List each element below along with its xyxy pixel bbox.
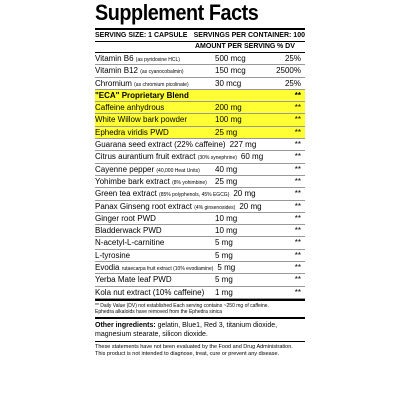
ingredient-row — [95, 90, 305, 102]
panel-title: Supplement Facts — [95, 0, 259, 25]
disclaimer-line-1: These statements have not been evaluated by the Food and Drug Administration. — [95, 343, 293, 350]
ingredient-label: Vitamin B6 — [95, 54, 134, 63]
ingredient-label: Cayenne pepper — [95, 164, 155, 174]
dv-header: % DV — [277, 43, 295, 50]
ingredient-amount: 5 mg — [215, 238, 233, 248]
ingredient-label: Ephedra viridis PWD — [95, 127, 169, 137]
ingredient-row — [95, 127, 305, 139]
serving-info — [95, 30, 305, 41]
ingredient-dv: ** — [294, 127, 301, 137]
ingredient-note: (8% yohimbine) — [172, 179, 207, 186]
ingredient-dv: ** — [294, 226, 301, 236]
ingredient-note: (85% polyphenols, 45% EGCG) — [159, 192, 230, 199]
ingredient-amount: 10 mg — [215, 226, 238, 236]
ingredient-note: rutaecarpa fruit extract (10% evodiamine) — [121, 266, 214, 273]
ingredient-name — [95, 250, 211, 261]
ingredient-row — [95, 287, 305, 299]
ingredient-name — [95, 78, 211, 89]
ingredient-label: Bladderwack PWD — [95, 226, 162, 236]
ingredient-dv: ** — [294, 189, 301, 199]
ingredient-dv: ** — [294, 275, 301, 285]
ingredient-dv: 2500% — [276, 66, 301, 76]
ingredient-row — [95, 151, 305, 163]
ingredient-name — [95, 90, 211, 101]
ingredient-row — [95, 102, 305, 114]
ingredient-amount: 25 mg — [215, 176, 238, 186]
ingredient-amount: 10 mg — [215, 213, 238, 223]
ingredient-name — [95, 201, 235, 212]
ingredient-row — [95, 237, 305, 249]
ingredient-row — [95, 188, 305, 200]
other-ingredients — [95, 317, 305, 339]
ingredient-dv: ** — [294, 90, 301, 100]
servings-per-container: SERVINGS PER CONTAINER: 100 — [193, 32, 305, 39]
ingredient-row — [95, 213, 305, 225]
ingredient-label: Yerba Mate leaf PWD — [95, 275, 172, 285]
ingredient-row — [95, 139, 305, 151]
supplement-facts-panel — [95, 0, 305, 400]
ingredient-name — [95, 164, 211, 175]
ingredient-row — [95, 53, 305, 65]
ingredient-label: Ginger root PWD — [95, 213, 156, 223]
ingredient-label: Citrus aurantium fruit extract — [95, 152, 196, 162]
ingredient-name — [95, 65, 211, 76]
ingredient-note: (as chromium picolinate) — [134, 81, 189, 88]
ingredient-name — [95, 127, 211, 138]
ingredient-label: Panax Ginseng root extract — [95, 201, 192, 211]
ingredient-amount: 40 mg — [215, 164, 238, 174]
column-headers — [95, 41, 305, 52]
ingredient-amount: 150 mcg — [215, 66, 246, 76]
ingredient-note: (as pyridoxine HCL) — [135, 57, 180, 63]
ingredient-amount: 200 mg — [215, 103, 242, 113]
amount-header: AMOUNT PER SERVING — [195, 43, 276, 50]
ingredient-name — [95, 274, 211, 285]
ingredient-label: Yohimbe bark extract — [95, 176, 170, 186]
disclaimer-line-2: This product is not intended to diagnose, treat, cure or prevent any disease. — [95, 350, 280, 357]
ingredient-name — [95, 225, 211, 236]
ingredient-row — [95, 201, 305, 213]
ingredient-label: White Willow bark powder — [95, 115, 188, 125]
ingredient-dv: ** — [294, 201, 301, 211]
ingredient-name — [95, 139, 226, 150]
ingredient-amount: 1 mg — [215, 287, 233, 297]
ingredient-note: (40,000 Heat Units) — [156, 167, 200, 174]
ingredient-label: L-tyrosine — [95, 250, 131, 260]
ingredient-dv: ** — [294, 238, 301, 248]
ingredient-amount: 20 mg — [239, 201, 262, 211]
ingredient-row — [95, 114, 305, 126]
ingredient-name — [95, 53, 211, 64]
ingredient-dv: ** — [294, 115, 301, 125]
ingredient-name — [95, 262, 213, 273]
ingredient-dv: ** — [294, 250, 301, 260]
ingredient-dv: ** — [294, 176, 301, 186]
column-spacer — [95, 42, 195, 52]
ingredient-amount — [211, 90, 275, 101]
footnote — [95, 299, 305, 315]
other-ingredients-text: gelatin, Blue1, Red 3, titanium dioxide, magnesium stearate, silicon dioxide. — [95, 321, 278, 338]
ingredient-amount: 60 mg — [240, 152, 264, 162]
ingredient-label: Kola nut extract (10% caffeine) — [95, 287, 205, 297]
ingredient-row — [95, 78, 305, 90]
ingredient-dv: ** — [294, 103, 301, 113]
ingredient-name — [95, 102, 211, 113]
ingredient-label: Vitamin B12 — [95, 66, 138, 76]
ingredient-name — [95, 176, 211, 187]
ingredient-row — [95, 250, 305, 262]
ingredient-row — [95, 262, 305, 274]
ingredient-note: (4% ginsenosides) — [194, 204, 236, 211]
ingredient-dv: ** — [294, 213, 301, 223]
fda-disclaimer — [95, 341, 305, 358]
footnote-line-2: Ephedra alkaloids have removed from the Ephedra sinica — [95, 308, 223, 315]
ingredient-row — [95, 164, 305, 176]
ingredient-name — [95, 237, 211, 248]
other-ingredients-label: Other ingredients: — [95, 321, 156, 329]
ingredient-dv: ** — [294, 140, 301, 150]
serving-size: SERVING SIZE: 1 CAPSULE — [95, 32, 188, 39]
ingredient-note: (as cyanocobalmin) — [140, 69, 184, 76]
ingredient-amount: 100 mg — [215, 115, 242, 125]
ingredient-note: (30% synephrine) — [197, 155, 237, 162]
ingredient-label: N-acetyl-L-carnitine — [95, 238, 165, 248]
ingredient-name — [95, 151, 237, 162]
ingredient-row — [95, 225, 305, 237]
ingredient-amount: 5 mg — [217, 263, 236, 273]
ingredient-label: Evodia — [95, 263, 120, 273]
ingredient-label: Caffeine anhydrous — [95, 103, 165, 113]
ingredient-name — [95, 188, 229, 199]
ingredient-dv: ** — [294, 164, 301, 174]
ingredient-list — [95, 52, 305, 299]
ingredient-row — [95, 65, 305, 77]
ingredient-label: "ECA" Proprietary Blend — [95, 90, 189, 100]
ingredient-name — [95, 114, 211, 125]
ingredient-amount: 500 mcg — [215, 54, 246, 63]
ingredient-amount: 25 mg — [215, 127, 238, 137]
ingredient-label: Chromium — [95, 78, 132, 88]
ingredient-dv: ** — [294, 263, 301, 273]
ingredient-amount: 20 mg — [233, 189, 256, 199]
ingredient-label: Guarana seed extract (22% caffeine) — [95, 140, 226, 150]
ingredient-label: Green tea extract — [95, 189, 157, 199]
ingredient-dv: ** — [294, 287, 301, 297]
ingredient-amount: 5 mg — [215, 250, 233, 260]
ingredient-dv: 25% — [284, 78, 301, 88]
ingredient-row — [95, 176, 305, 188]
ingredient-dv: 25% — [284, 54, 301, 63]
ingredient-amount: 227 mg — [229, 140, 257, 150]
ingredient-row — [95, 274, 305, 286]
ingredient-dv: ** — [294, 152, 301, 162]
ingredient-amount: 30 mcg — [215, 78, 242, 88]
ingredient-amount: 5 mg — [215, 275, 233, 285]
ingredient-name — [95, 287, 211, 298]
ingredient-name — [95, 213, 211, 224]
footnote-line-1: ** Daily Value (DV) not established Each serving contains ~250 mg of caffeine. — [95, 302, 269, 309]
